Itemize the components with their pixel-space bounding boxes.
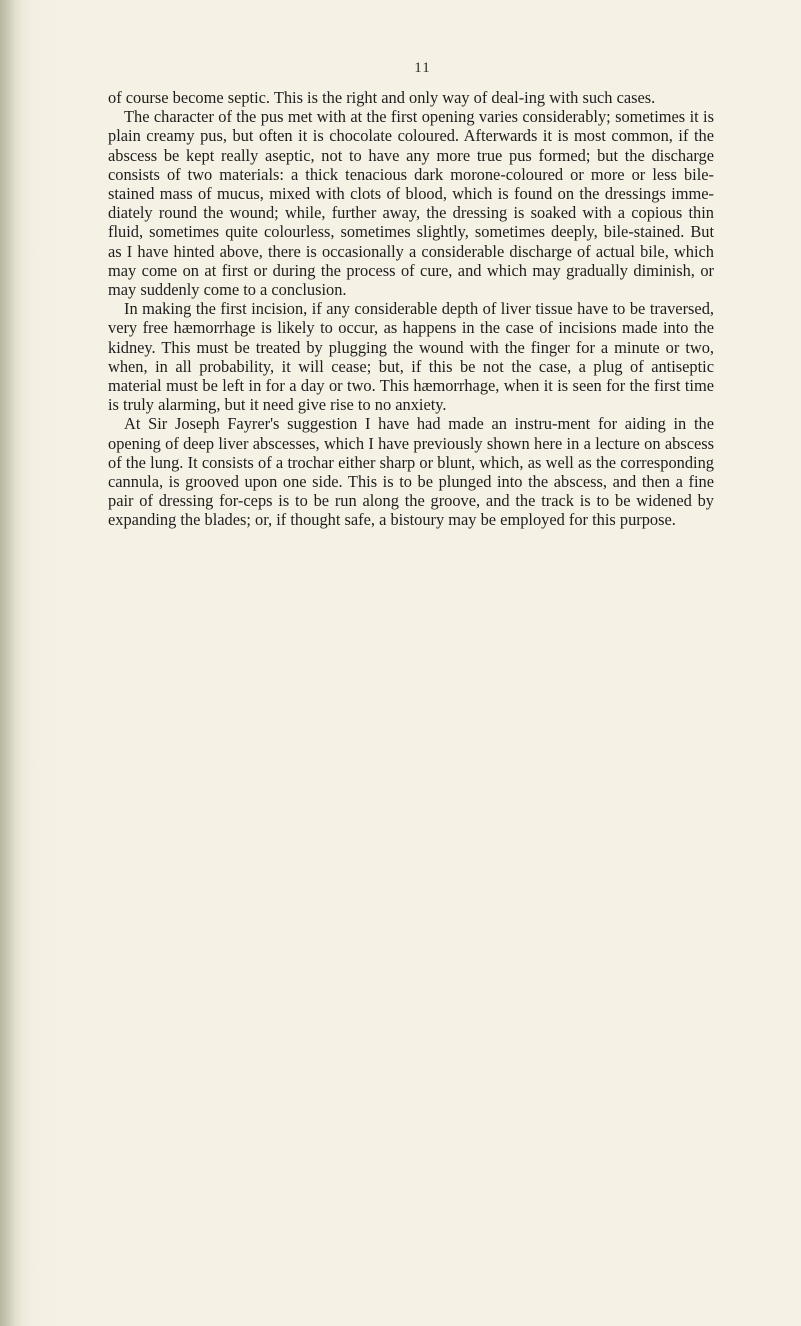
page-number: 11 bbox=[414, 60, 431, 76]
paragraph-1: of course become septic. This is the right and only way of deal-ing with such cases. bbox=[108, 88, 656, 107]
paragraph-2: The character of the pus met with at the first opening varies considerably; sometimes it is plain creamy pus, but often it is chocolate coloured. Afterwards it is most common, if the abscess be kept really aseptic, not to have any more true pus formed; but the discharge consists of two materials: a thick tenacious dark morone-coloured or more or less bile-stained mass of mucus, mixed with clots of blood, which is found on the dressings imme-diately round the wound; while, further away, the dressing is soaked with a copious thin fluid, sometimes quite colourless, sometimes slightly, sometimes deeply, bile-stained. But as I have hinted above, there is occasionally a considerable discharge of actual bile, which may come on at first or during the process of cure, and which may gradually diminish, or may suddenly come to a conclusion. bbox=[108, 107, 714, 300]
body-text bbox=[108, 88, 714, 530]
binding-shadow bbox=[0, 0, 22, 1326]
paragraph-4: At Sir Joseph Fayrer's suggestion I have had made an instru-ment for aiding in the opening of deep liver abscesses, which I have previously shown here in a lecture on abscess of the lung. It consists of a trochar either sharp or blunt, which, as well as the corresponding cannula, is grooved upon one side. This is to be plunged into the abscess, and then a fine pair of dressing for-ceps is to be run along the groove, and the track is to be widened by expanding the blades; or, if thought safe, a bistoury may be employed for this purpose. bbox=[108, 414, 714, 530]
paragraph-3: In making the first incision, if any considerable depth of liver tissue have to be traversed, very free hæmorrhage is likely to occur, as happens in the case of incisions made into the kidney. This must be treated by plugging the wound with the finger for a minute or two, when, in all probability, it will cease; but, if this be not the case, a plug of antiseptic material must be left in for a day or two. This hæmorrhage, when it is seen for the first time is truly alarming, but it need give rise to no anxiety. bbox=[108, 299, 714, 415]
